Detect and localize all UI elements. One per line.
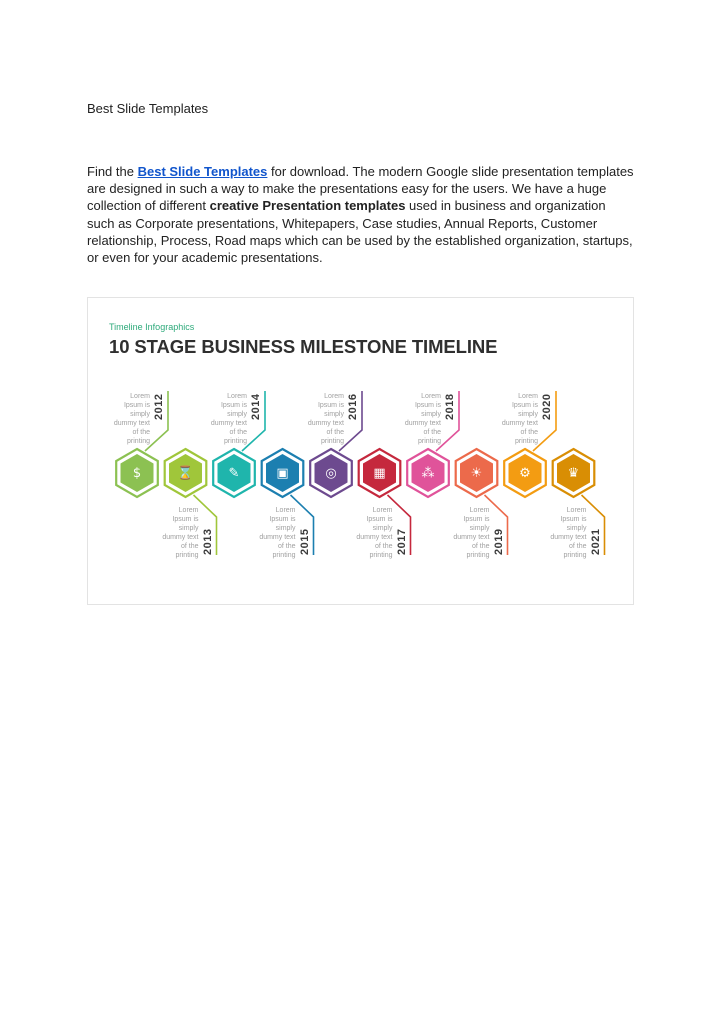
hourglass-icon: ⌛ [177,465,194,481]
year-label: 2017 [395,528,408,555]
target-icon: ◎ [325,465,337,481]
stage-description: Lorem Ipsum is simply dummy text of the printing [550,507,587,559]
stage-description: Lorem Ipsum is simply dummy text of the printing [356,507,393,559]
year-label: 2018 [444,393,456,420]
pin-icon: ✎ [228,465,240,481]
slide-subtitle: Timeline Infographics [109,322,195,332]
intro-paragraph [87,163,635,266]
briefcase-icon: ▣ [276,465,289,481]
year-label: 2013 [201,528,214,555]
year-label: 2021 [589,528,602,555]
year-label: 2014 [250,393,262,420]
document-title: Best Slide Templates [87,101,209,116]
stage-description: Lorem Ipsum is simply dummy text of the printing [453,507,490,559]
stage-description: Lorem Ipsum is simply dummy text of the printing [307,393,344,445]
stage-description: Lorem Ipsum is simply dummy text of the printing [162,507,199,559]
stage-description: Lorem Ipsum is simply dummy text of the printing [404,393,441,445]
trophy-icon: ♛ [567,465,580,481]
timeline-slide-image [87,297,634,605]
stage-description: Lorem Ipsum is simply dummy text of the printing [259,507,296,559]
slide-title: 10 STAGE BUSINESS MILESTONE TIMELINE [109,336,498,357]
year-label: 2012 [153,393,165,420]
building-icon: ▦ [373,465,386,481]
paragraph-bold-text: creative Presentation templates [209,198,406,214]
stage-description: Lorem Ipsum is simply dummy text of the printing [210,393,247,445]
paragraph-text-3: used in business and organization such as Corporate presentations, Whitepapers, Case studies, Annual Reports, Customer relationship, Process, Road maps which can be used by the established organization, startups, or even for your academic presentations. [87,198,633,266]
paragraph-text-2: for download. The modern Google slide presentation templates are designed in such a way to make the presentations easy for the users. We have a huge collection of different [87,164,634,214]
best-slide-templates-link[interactable]: Best Slide Templates [137,164,268,179]
stage-description: Lorem Ipsum is simply dummy text of the printing [113,393,150,445]
year-label: 2019 [492,528,505,555]
money-bag-icon: $ [132,465,142,481]
stage-description: Lorem Ipsum is simply dummy text of the printing [501,393,538,445]
gear-icon: ⚙ [519,465,531,481]
year-label: 2016 [347,393,359,420]
year-label: 2020 [541,393,553,420]
lightbulb-icon: ☀ [470,465,483,481]
network-icon: ⁂ [421,465,435,481]
paragraph-text-1: Find the [87,164,138,179]
year-label: 2015 [298,528,311,555]
